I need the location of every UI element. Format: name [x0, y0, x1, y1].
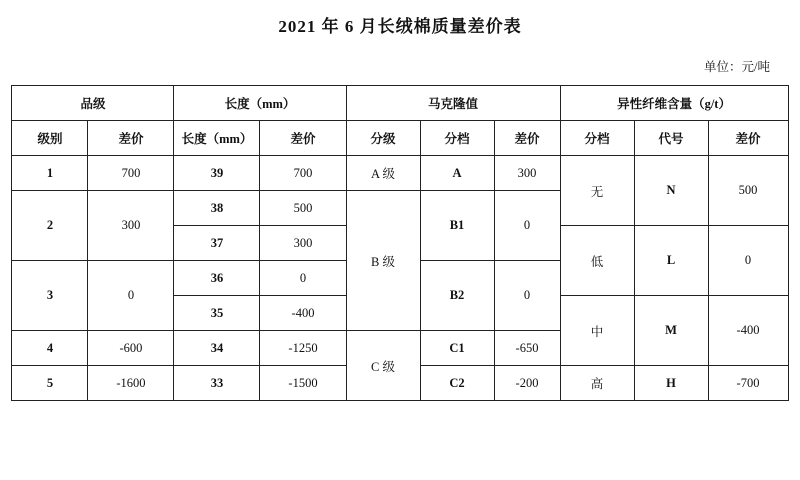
- grade-level: 2: [12, 191, 88, 261]
- group-header-foreign-fiber: 异性纤维含量（g/t）: [560, 86, 788, 121]
- length-value: 38: [174, 191, 260, 226]
- grade-level: 4: [12, 331, 88, 366]
- grade-diff: -1600: [88, 366, 174, 401]
- length-diff: 500: [260, 191, 346, 226]
- length-diff: -1250: [260, 331, 346, 366]
- fiber-diff: 500: [708, 156, 788, 226]
- grade-level: 5: [12, 366, 88, 401]
- unit-note: 单位：元/吨: [704, 60, 770, 74]
- sub-header-fiber-code: 代号: [634, 121, 708, 156]
- length-value: 34: [174, 331, 260, 366]
- length-value: 36: [174, 261, 260, 296]
- sub-header-grade-level: 级别: [12, 121, 88, 156]
- grade-diff: 0: [88, 261, 174, 331]
- micronaire-class: C 级: [346, 331, 420, 401]
- sub-header-length-value: 长度（mm）: [174, 121, 260, 156]
- fiber-bucket: 中: [560, 296, 634, 366]
- micronaire-class: A 级: [346, 156, 420, 191]
- micronaire-diff: 0: [494, 191, 560, 261]
- length-value: 35: [174, 296, 260, 331]
- fiber-diff: -400: [708, 296, 788, 366]
- table-row: [12, 156, 788, 191]
- micronaire-bucket: C1: [420, 331, 494, 366]
- length-diff: -1500: [260, 366, 346, 401]
- micronaire-diff: -200: [494, 366, 560, 401]
- fiber-code: M: [634, 296, 708, 366]
- group-header-grade: 品级: [12, 86, 174, 121]
- sub-header-grade-diff: 差价: [88, 121, 174, 156]
- grade-level: 3: [12, 261, 88, 331]
- sub-header-micronaire-class: 分级: [346, 121, 420, 156]
- length-value: 37: [174, 226, 260, 261]
- fiber-code: N: [634, 156, 708, 226]
- sub-header-fiber-bucket: 分档: [560, 121, 634, 156]
- micronaire-diff: -650: [494, 331, 560, 366]
- fiber-code: L: [634, 226, 708, 296]
- grade-diff: 700: [88, 156, 174, 191]
- length-diff: 300: [260, 226, 346, 261]
- group-header-length: 长度（mm）: [174, 86, 346, 121]
- sub-header-length-diff: 差价: [260, 121, 346, 156]
- fiber-bucket: 高: [560, 366, 634, 401]
- grade-level: 1: [12, 156, 88, 191]
- fiber-bucket: 无: [560, 156, 634, 226]
- length-diff: 700: [260, 156, 346, 191]
- micronaire-diff: 300: [494, 156, 560, 191]
- grade-diff: 300: [88, 191, 174, 261]
- quality-price-table: [11, 85, 788, 401]
- length-diff: -400: [260, 296, 346, 331]
- micronaire-bucket: B2: [420, 261, 494, 331]
- group-header-micronaire: 马克隆值: [346, 86, 560, 121]
- sub-header-micronaire-bucket: 分档: [420, 121, 494, 156]
- length-diff: 0: [260, 261, 346, 296]
- table-group-header-row: [12, 86, 788, 121]
- sub-header-fiber-diff: 差价: [708, 121, 788, 156]
- sub-header-micronaire-diff: 差价: [494, 121, 560, 156]
- micronaire-bucket: A: [420, 156, 494, 191]
- fiber-code: H: [634, 366, 708, 401]
- fiber-diff: -700: [708, 366, 788, 401]
- micronaire-diff: 0: [494, 261, 560, 331]
- length-value: 33: [174, 366, 260, 401]
- fiber-bucket: 低: [560, 226, 634, 296]
- micronaire-bucket: C2: [420, 366, 494, 401]
- micronaire-bucket: B1: [420, 191, 494, 261]
- grade-diff: -600: [88, 331, 174, 366]
- table-sub-header-row: [12, 121, 788, 156]
- fiber-diff: 0: [708, 226, 788, 296]
- length-value: 39: [174, 156, 260, 191]
- page-title: 2021 年 6 月长绒棉质量差价表: [278, 17, 522, 36]
- micronaire-class: B 级: [346, 191, 420, 331]
